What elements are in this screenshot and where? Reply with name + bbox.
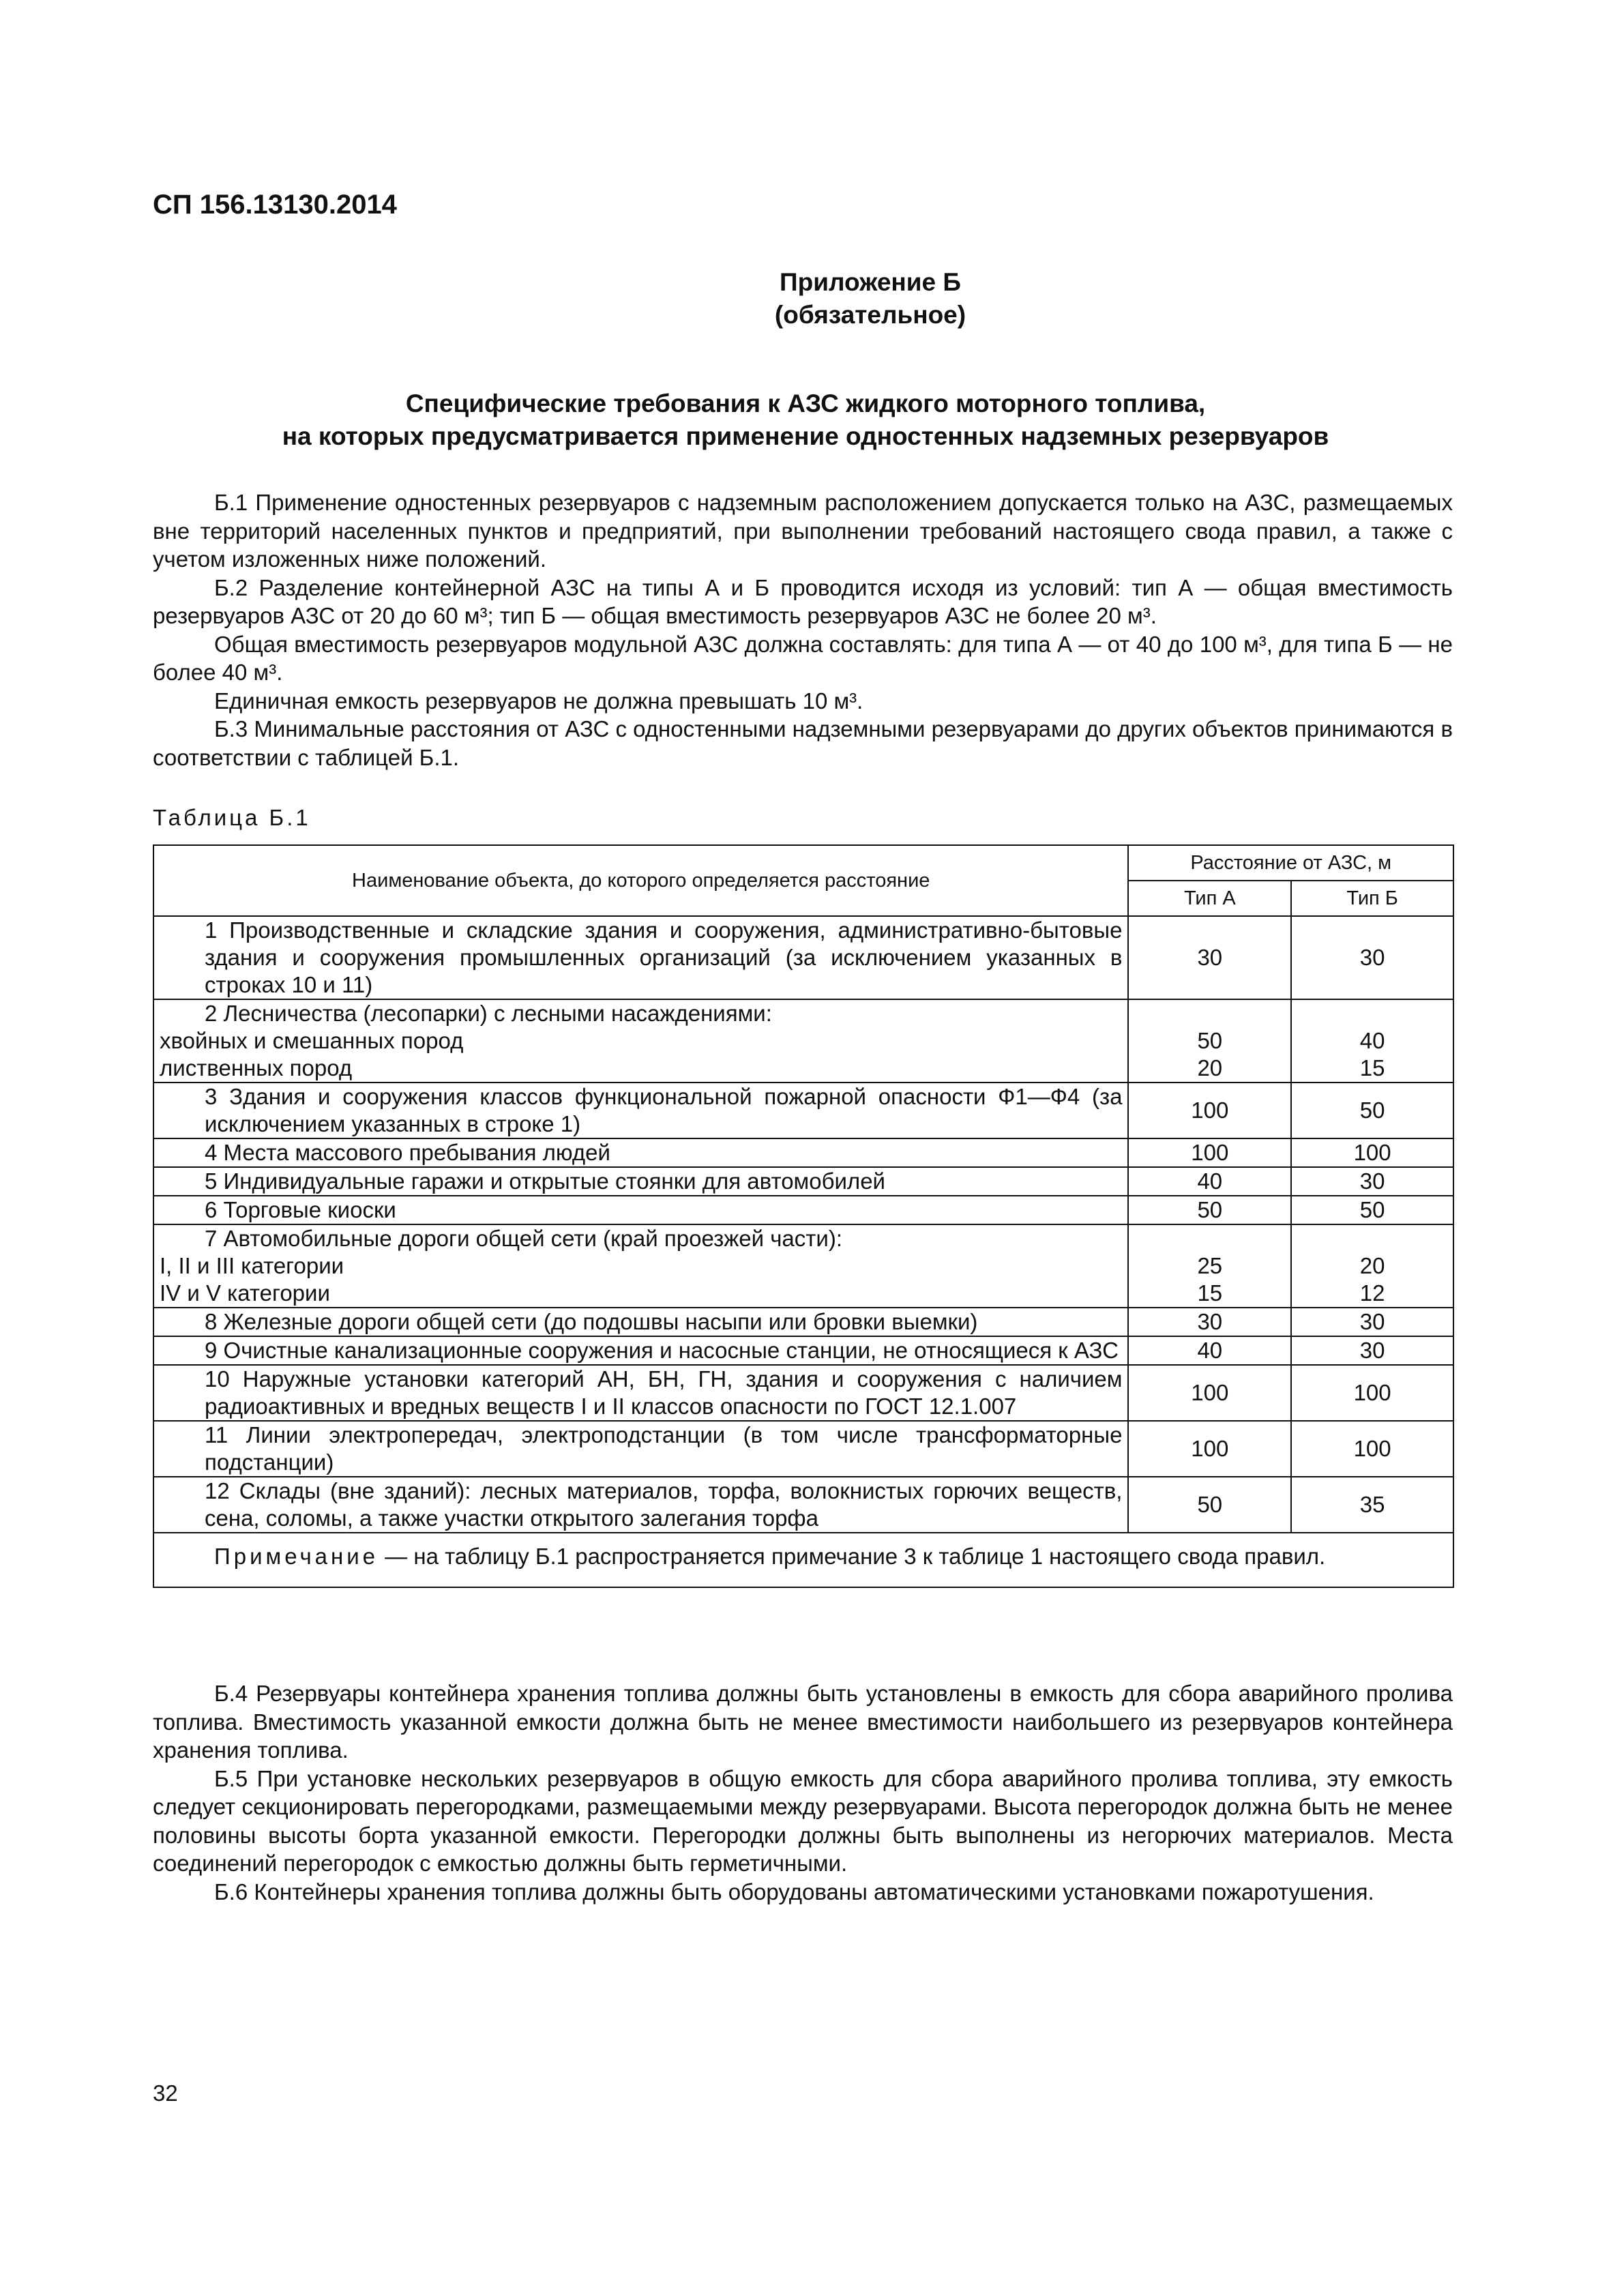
object-name-cell (153, 1224, 1128, 1308)
distance-type-b-cell (1291, 999, 1453, 1083)
distance-type-b-cell (1291, 916, 1453, 999)
object-subitem: хвойных и смешанных пород (160, 1028, 464, 1053)
distance-type-b-cell (1291, 1365, 1453, 1421)
table-row (153, 1308, 1453, 1336)
table-row (153, 1083, 1453, 1138)
distance-type-a-cell (1128, 1336, 1291, 1365)
paragraph: Б.5 При установке нескольких резервуаров в общую емкость для сбора аварийного пролива топлива, эту емкость следует секционировать перегородками, размещаемыми между резервуарами. Высота перегородок должна быть не менее половины высоты борта указанной емкости. Перегородки должны быть выполнены из негорючих материалов. Места соединений перегородок с емкостью должны быть герметичными. (153, 1765, 1453, 1876)
object-name-cell (153, 1477, 1128, 1533)
object-name-cell (153, 1308, 1128, 1336)
paragraph: Б.4 Резервуары контейнера хранения топлива должны быть установлены в емкость для сбора аварийного пролива топлива. Вместимость указанной емкости должна быть не менее вместимости наибольшего из резервуаров контейнера хранения топлива. (153, 1681, 1453, 1763)
distance-type-a-cell (1128, 1421, 1291, 1477)
distance-value: 30 (1359, 945, 1385, 970)
object-name: 6 Торговые киоски (205, 1197, 396, 1222)
distance-value: 20 (1197, 1055, 1223, 1080)
section-title-line-2: на которых предусматривается применение одностенных надземных резервуаров (282, 422, 1329, 450)
distance-value: 50 (1197, 1492, 1223, 1517)
object-subitem: лиственных пород (160, 1055, 353, 1080)
distance-value: 100 (1191, 1098, 1229, 1123)
object-name: 4 Места массового пребывания людей (205, 1140, 610, 1165)
header-type-b: Тип Б (1291, 881, 1453, 916)
distance-type-a-cell (1128, 999, 1291, 1083)
distance-type-b-cell (1291, 1477, 1453, 1533)
paragraphs-top (153, 488, 1453, 771)
distance-type-b-cell (1291, 1083, 1453, 1138)
object-subitem: IV и V категории (160, 1280, 330, 1306)
distance-type-a-cell (1128, 1308, 1291, 1336)
page-number: 32 (153, 2080, 178, 2106)
object-subitem: I, II и III категории (160, 1253, 344, 1278)
object-name-cell (153, 1336, 1128, 1365)
object-name-cell (153, 999, 1128, 1083)
distance-type-a-cell (1128, 1224, 1291, 1308)
object-name: 11 Линии электропередач, электроподстанции (в том числе трансформаторные подстанции) (205, 1422, 1123, 1475)
paragraph: Общая вместимость резервуаров модульной АЗС должна составлять: для типа А — от 40 до 100 м³, для типа Б — не более 40 м³. (153, 631, 1453, 685)
object-name: 2 Лесничества (лесопарки) с лесными насаждениями: (205, 1001, 772, 1026)
distance-value: 30 (1359, 1168, 1385, 1194)
distance-value: 50 (1197, 1028, 1223, 1053)
appendix-title: Приложение Б (780, 268, 961, 296)
table-caption: Таблица Б.1 (153, 805, 311, 830)
object-name-cell (153, 1196, 1128, 1224)
distance-value: 50 (1359, 1197, 1385, 1222)
table-row (153, 999, 1453, 1083)
paragraph: Единичная емкость резервуаров не должна превышать 10 м³. (214, 688, 863, 713)
distance-value: 50 (1197, 1197, 1223, 1222)
paragraph: Б.1 Применение одностенных резервуаров с надземным расположением допускается только на АЗС, размещаемых вне территорий населенных пунктов и предприятий, при выполнении требований настоящего свода правил, а также с учетом изложенных ниже положений. (153, 490, 1453, 572)
table-note (153, 1533, 1453, 1587)
header-object-name: Наименование объекта, до которого определяется расстояние (153, 845, 1128, 916)
distance-value: 100 (1353, 1380, 1391, 1405)
appendix-status: (обязательное) (774, 301, 966, 329)
distance-value: 30 (1197, 1309, 1223, 1334)
table-row (153, 1365, 1453, 1421)
distance-value: 40 (1359, 1028, 1385, 1053)
note-text: — на таблицу Б.1 распространяется примечание 3 к таблице 1 настоящего свода правил. (379, 1544, 1326, 1569)
distance-type-a-cell (1128, 1083, 1291, 1138)
distance-value: 30 (1359, 1338, 1385, 1363)
table-row (153, 1224, 1453, 1308)
distance-value: 30 (1197, 945, 1223, 970)
object-name: 10 Наружные установки категорий АН, БН, ГН, здания и сооружения с наличием радиоактивных и вредных веществ I и II классов опасности по ГОСТ 12.1.007 (205, 1366, 1123, 1419)
object-name: 8 Железные дороги общей сети (до подошвы насыпи или бровки выемки) (205, 1309, 978, 1334)
table-row (153, 1196, 1453, 1224)
distance-type-a-cell (1128, 916, 1291, 999)
distance-type-a-cell (1128, 1365, 1291, 1421)
distance-type-b-cell (1291, 1167, 1453, 1196)
distance-value: 100 (1191, 1140, 1229, 1165)
object-name-cell (153, 1167, 1128, 1196)
distance-type-a-cell (1128, 1138, 1291, 1167)
object-name: 7 Автомобильные дороги общей сети (край проезжей части): (205, 1226, 842, 1251)
distance-type-b-cell (1291, 1224, 1453, 1308)
distance-type-b-cell (1291, 1421, 1453, 1477)
distance-table (153, 844, 1454, 1588)
note-label: Примечание (214, 1544, 379, 1569)
table-row (153, 1336, 1453, 1365)
distance-value: 20 (1359, 1253, 1385, 1278)
distance-value: 100 (1191, 1380, 1229, 1405)
paragraph: Б.6 Контейнеры хранения топлива должны быть оборудованы автоматическими установками пожаротушения. (214, 1879, 1374, 1904)
distance-value: 12 (1359, 1280, 1385, 1306)
distance-type-b-cell (1291, 1138, 1453, 1167)
object-name-cell (153, 1138, 1128, 1167)
distance-value: 15 (1359, 1055, 1385, 1080)
distance-value: 30 (1359, 1309, 1385, 1334)
distance-value: 35 (1359, 1492, 1385, 1517)
table-row (153, 1477, 1453, 1533)
header-distance: Расстояние от АЗС, м (1128, 845, 1453, 881)
table-row (153, 1421, 1453, 1477)
distance-type-b-cell (1291, 1196, 1453, 1224)
distance-type-b-cell (1291, 1308, 1453, 1336)
section-title (153, 387, 1458, 453)
appendix-heading (0, 266, 1611, 332)
object-name-cell (153, 1365, 1128, 1421)
distance-type-a-cell (1128, 1196, 1291, 1224)
paragraph: Б.3 Минимальные расстояния от АЗС с одностенными надземными резервуарами до других объектов принимаются в соответствии с таблицей Б.1. (153, 716, 1453, 770)
distance-value: 15 (1197, 1280, 1223, 1306)
distance-value: 40 (1197, 1168, 1223, 1194)
object-name: 12 Склады (вне зданий): лесных материалов, торфа, волокнистых горючих веществ, сена, соломы, а также участки открытого залегания торфа (205, 1478, 1123, 1531)
document-code: СП 156.13130.2014 (153, 190, 397, 220)
table-row (153, 1167, 1453, 1196)
distance-type-a-cell (1128, 1167, 1291, 1196)
object-name: 1 Производственные и складские здания и сооружения, административно-бытовые здания и сооружения промышленных организаций (за исключением указанных в строках 10 и 11) (205, 917, 1123, 997)
object-name: 9 Очистные канализационные сооружения и насосные станции, не относящиеся к АЗС (205, 1338, 1119, 1363)
object-name-cell (153, 1421, 1128, 1477)
distance-value: 25 (1197, 1253, 1223, 1278)
distance-value: 100 (1353, 1140, 1391, 1165)
table-row (153, 916, 1453, 999)
object-name: 5 Индивидуальные гаражи и открытые стоянки для автомобилей (205, 1168, 885, 1194)
object-name-cell (153, 916, 1128, 999)
object-name-cell (153, 1083, 1128, 1138)
distance-type-b-cell (1291, 1336, 1453, 1365)
section-title-line-1: Специфические требования к АЗС жидкого моторного топлива, (405, 389, 1206, 417)
header-type-a: Тип А (1128, 881, 1291, 916)
distance-value: 50 (1359, 1098, 1385, 1123)
table-body (153, 916, 1453, 1533)
paragraphs-bottom (153, 1679, 1453, 1906)
paragraph: Б.2 Разделение контейнерной АЗС на типы А и Б проводится исходя из условий: тип А — общая вместимость резервуаров АЗС от 20 до 60 м³; тип Б — общая вместимость резервуаров АЗС не более 20 м³. (153, 574, 1453, 628)
distance-value: 100 (1191, 1436, 1229, 1461)
object-name: 3 Здания и сооружения классов функциональной пожарной опасности Ф1—Ф4 (за исключением указанных в строке 1) (205, 1084, 1123, 1136)
distance-value: 100 (1353, 1436, 1391, 1461)
distance-type-a-cell (1128, 1477, 1291, 1533)
distance-value: 40 (1197, 1338, 1223, 1363)
table-row (153, 1138, 1453, 1167)
